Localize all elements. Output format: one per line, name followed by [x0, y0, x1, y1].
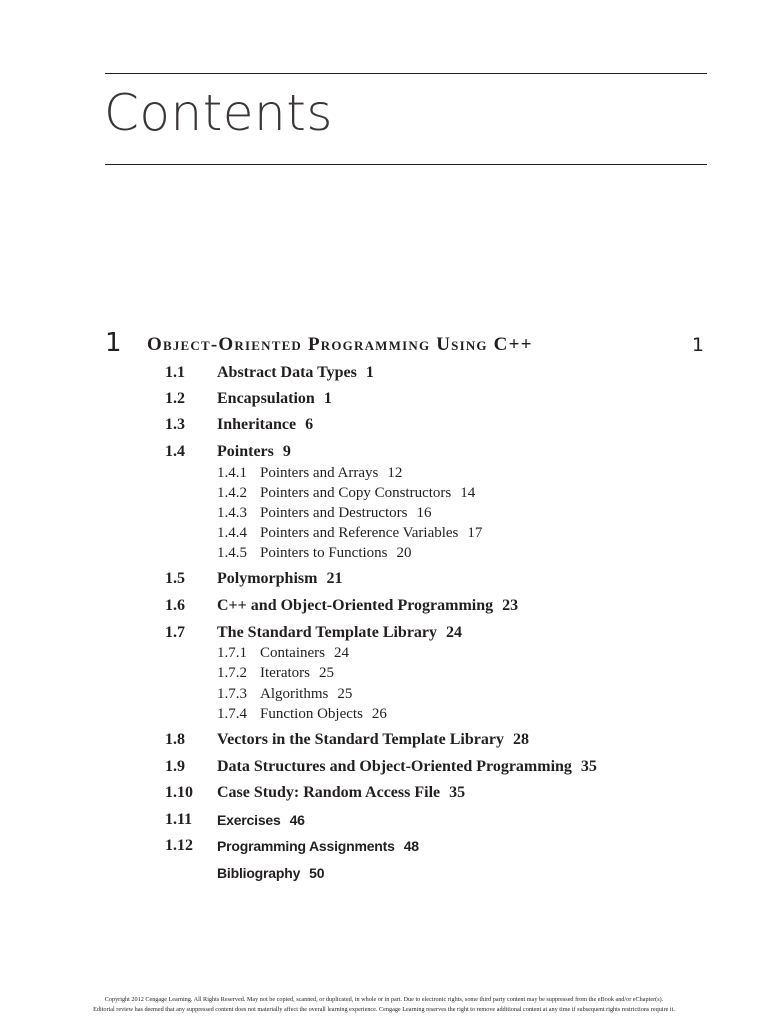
toc-entry-1-4-1[interactable]	[0, 463, 768, 483]
section-page: 48	[403, 838, 419, 854]
section-title: Data Structures and Object-Oriented Programming	[217, 758, 572, 775]
section-title: C++ and Object-Oriented Programming	[217, 597, 494, 614]
subsection-number: 1.7.2	[217, 665, 247, 681]
section-title: Inheritance	[217, 416, 297, 433]
toc-entry-1-11[interactable]	[0, 809, 768, 831]
toc-entry-1-1[interactable]	[0, 362, 768, 384]
toc-entry-bibliography[interactable]	[0, 862, 768, 884]
copyright-line: Copyright 2012 Cengage Learning. All Rights Reserved. May not be copied, scanned, or duplicated, in whole or in part. Due to electronic rights, some third party content may be suppressed from the eBook and/or eChapter(s).	[104, 996, 664, 1003]
top-rule	[105, 73, 707, 74]
section-page: 35	[449, 784, 466, 801]
toc-entry-1-9[interactable]	[0, 756, 768, 778]
subsection-page: 25	[318, 665, 334, 681]
section-page: 1	[323, 390, 332, 407]
toc-entry-1-4-4[interactable]	[0, 523, 768, 543]
subsection-title: Pointers and Destructors	[260, 505, 408, 521]
section-page: 46	[289, 812, 305, 828]
toc-entry-1-2[interactable]	[0, 388, 768, 410]
section-page: 50	[309, 865, 325, 881]
subsection-page: 14	[460, 485, 476, 501]
section-page: 23	[502, 597, 519, 614]
toc-entry-1-4-5[interactable]	[0, 543, 768, 563]
subsection-number: 1.7.4	[217, 706, 247, 722]
subsection-page: 25	[337, 686, 353, 702]
subsection-number: 1.4.5	[217, 545, 247, 561]
subsection-number: 1.7.3	[217, 686, 247, 702]
subsection-title: Pointers and Arrays	[260, 465, 379, 481]
subsection-number: 1.4.4	[217, 525, 247, 541]
subsection-title: Iterators	[260, 665, 310, 681]
subsection-page: 16	[416, 505, 432, 521]
section-title: Bibliography	[217, 865, 301, 881]
section-page: 35	[580, 758, 597, 775]
subsection-page: 24	[334, 645, 349, 661]
section-title: Programming Assignments	[217, 838, 395, 854]
toc-entry-1-8[interactable]	[0, 729, 768, 751]
subsection-title: Pointers and Copy Constructors	[260, 485, 452, 501]
toc-entry-1-6[interactable]	[0, 595, 768, 617]
section-title: Pointers	[217, 443, 274, 460]
subsection-title: Containers	[260, 645, 325, 661]
section-page: 21	[326, 570, 343, 587]
section-number: 1.12	[165, 837, 193, 854]
toc-entry-1-4-3[interactable]	[0, 503, 768, 523]
title-underline-rule	[105, 164, 707, 165]
page-title: Contents	[104, 84, 333, 142]
section-number: 1.3	[165, 416, 185, 433]
toc-entry-1-7-1[interactable]	[0, 643, 768, 663]
section-number: 1.4	[165, 443, 185, 460]
toc-entry-1-4-2[interactable]	[0, 483, 768, 503]
chapter-number: 1	[105, 328, 122, 358]
subsection-number: 1.4.3	[217, 505, 247, 521]
section-page: 1	[365, 364, 374, 381]
section-page: 9	[282, 443, 291, 460]
section-number: 1.10	[165, 784, 193, 801]
subsection-page: 12	[387, 465, 403, 481]
subsection-number: 1.4.2	[217, 485, 247, 501]
subsection-page: 20	[396, 545, 412, 561]
section-number: 1.8	[165, 731, 185, 748]
toc-entry-1-7-2[interactable]	[0, 663, 768, 683]
section-title: Vectors in the Standard Template Library	[217, 731, 504, 748]
toc-entry-1-7-4[interactable]	[0, 704, 768, 724]
section-number: 1.7	[165, 624, 185, 641]
section-title: Polymorphism	[217, 570, 318, 587]
subsection-title: Pointers and Reference Variables	[260, 525, 459, 541]
section-page: 28	[512, 731, 529, 748]
section-page: 6	[305, 416, 314, 433]
chapter-page: 1	[691, 334, 704, 356]
subsection-page: 26	[371, 706, 387, 722]
toc-entry-1-10[interactable]	[0, 782, 768, 804]
subsection-title: Algorithms	[260, 686, 329, 702]
toc-entry-1-4[interactable]	[0, 441, 768, 463]
toc-entry-1-7[interactable]	[0, 622, 768, 644]
toc-entry-1-5[interactable]	[0, 568, 768, 590]
section-number: 1.9	[165, 758, 185, 775]
section-number: 1.11	[165, 811, 193, 828]
section-number: 1.2	[165, 390, 185, 407]
chapter-heading[interactable]	[105, 326, 708, 360]
section-number: 1.1	[165, 364, 185, 381]
section-title: The Standard Template Library	[217, 624, 438, 641]
subsection-number: 1.7.1	[217, 645, 247, 661]
subsection-title: Function Objects	[260, 706, 363, 722]
copyright-notice	[0, 995, 768, 1015]
subsection-page: 17	[467, 525, 483, 541]
section-number: 1.6	[165, 597, 185, 614]
section-page: 24	[446, 624, 463, 641]
subsection-title: Pointers to Functions	[260, 545, 388, 561]
chapter-title: Object-Oriented Programming Using C++	[147, 334, 533, 355]
toc-entry-1-7-3[interactable]	[0, 684, 768, 704]
section-number: 1.5	[165, 570, 185, 587]
section-title: Abstract Data Types	[217, 364, 357, 381]
toc-entry-1-12[interactable]	[0, 835, 768, 857]
toc-entry-1-3[interactable]	[0, 414, 768, 436]
section-title: Exercises	[217, 812, 281, 828]
section-title: Case Study: Random Access File	[217, 784, 441, 801]
section-title: Encapsulation	[217, 390, 315, 407]
subsection-number: 1.4.1	[217, 465, 247, 481]
copyright-line: Editorial review has deemed that any suppressed content does not materially affect the overall learning experience. Cengage Learning reserves the right to remove additional content at any time if subsequent rights restrictions require it.	[93, 1006, 675, 1013]
